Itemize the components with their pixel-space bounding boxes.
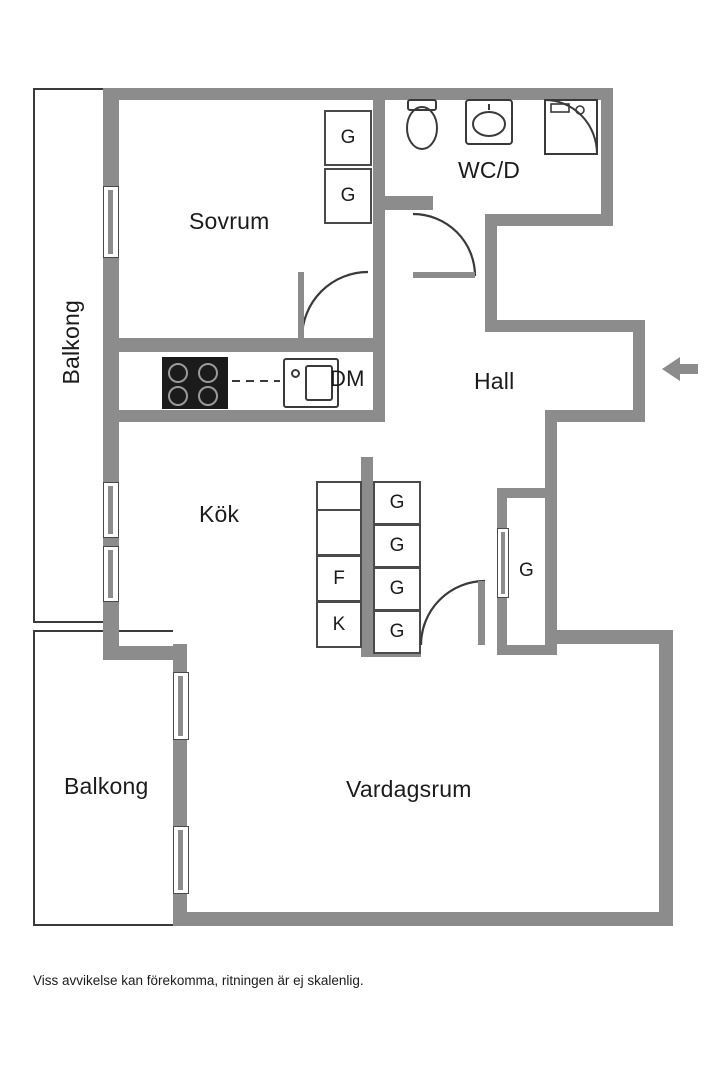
closet-g4 (373, 524, 421, 568)
window-kitchen-1-sash (108, 486, 113, 534)
closet-g6-label: G (389, 621, 405, 642)
wall-kitchen-counter-bottom (119, 410, 385, 422)
sink-faucet (291, 369, 300, 378)
stove-burner-2 (198, 363, 218, 383)
balcony-upper-label: Balkong (58, 300, 84, 385)
closet-hall-door-sash (501, 532, 505, 594)
bedroom-label: Sovrum (189, 208, 270, 234)
closet-g4-label: G (389, 535, 405, 556)
balcony-upper-outline-top (33, 88, 111, 90)
closet-g2 (324, 168, 372, 224)
fridge (316, 555, 362, 602)
wall-hall-step-top (485, 320, 645, 332)
freezer (316, 601, 362, 648)
door-bedroom (298, 272, 368, 340)
wall-kitchen-right (373, 352, 385, 412)
wall-wc-corridor-bottom (373, 196, 433, 210)
stove-burner-4 (198, 386, 218, 406)
balcony-door-living-2-sash (178, 830, 183, 890)
entrance-arrow (662, 357, 698, 381)
closet-g7-label: G (519, 560, 534, 581)
wall-hall-right-upper (485, 214, 497, 324)
living-room-label: Vardagsrum (346, 776, 472, 802)
closet-g1 (324, 110, 372, 166)
wall-hall-step-bottom (545, 410, 645, 422)
kitchen-cabinet-mid-left (316, 509, 362, 556)
freezer-label: K (332, 613, 346, 635)
balcony-lower-outline-left (33, 630, 35, 926)
wall-bedroom-bottom (119, 338, 385, 352)
sink-basin (305, 365, 333, 401)
window-kitchen-2-sash (108, 550, 113, 598)
balcony-upper-outline-left (33, 88, 35, 623)
dishwasher-label: DM (330, 366, 365, 391)
closet-g2-label: G (340, 185, 356, 206)
stove-burner-1 (168, 363, 188, 383)
closet-g5 (373, 567, 421, 611)
wall-hall-right-entry (633, 320, 645, 420)
wall-living-bottom (173, 912, 673, 926)
stove-burner-3 (168, 386, 188, 406)
balcony-door-living-1-sash (178, 676, 183, 736)
closet-g1-label: G (340, 127, 356, 148)
toilet-icon (407, 100, 437, 149)
door-living-room (421, 581, 485, 645)
shower-icon (545, 100, 597, 154)
balcony-lower-label: Balkong (64, 773, 149, 799)
wall-hall-closet-bottom (497, 645, 557, 655)
closet-g6 (373, 610, 421, 654)
fridge-label: F (333, 567, 345, 589)
closet-g3 (373, 481, 421, 525)
wall-bedroom-right-lower (373, 196, 385, 352)
wall-living-right (545, 630, 673, 644)
wall-top (103, 88, 613, 100)
window-bedroom-sash (108, 190, 113, 254)
sink-bathroom-icon (466, 100, 512, 144)
wall-wc-bottom-right (485, 214, 613, 226)
wall-right-wc (601, 88, 613, 226)
wall-kitchen-bottom (103, 646, 187, 660)
bathroom-label: WC/D (458, 157, 521, 183)
disclaimer-text: Viss avvikelse kan förekomma, ritningen är ej skalenlig. (33, 973, 364, 988)
hall-label: Hall (474, 368, 515, 394)
kitchen-label: Kök (199, 501, 240, 527)
balcony-upper-outline-bottom (33, 621, 111, 623)
closet-g3-label: G (389, 492, 405, 513)
wall-hall-right-lower (545, 410, 557, 655)
closet-g5-label: G (389, 578, 405, 599)
wall-living-right-vertical (659, 630, 673, 926)
wall-kitchen-cabinet-divider (361, 457, 373, 657)
balcony-lower-outline-bottom (33, 924, 173, 926)
door-bathroom (413, 214, 475, 278)
